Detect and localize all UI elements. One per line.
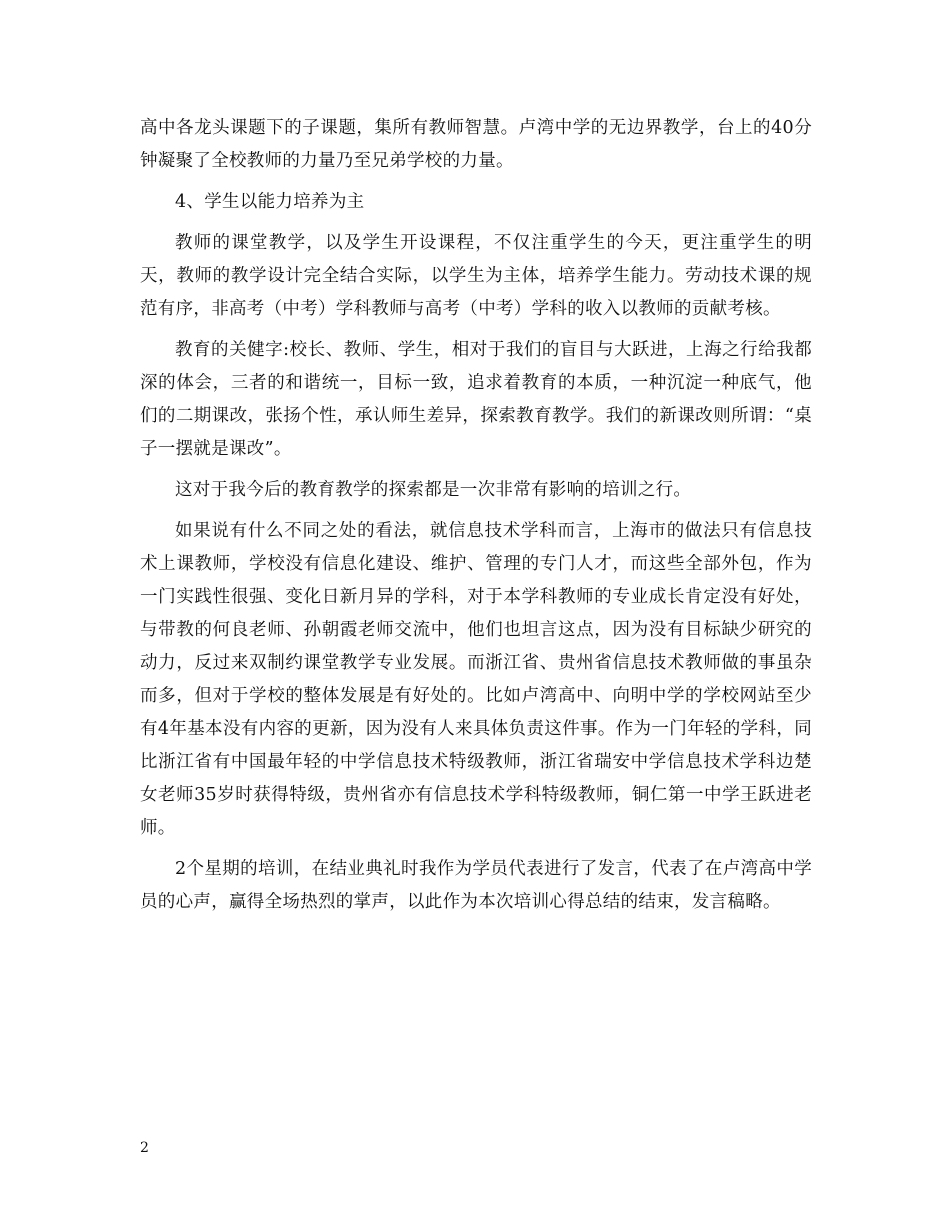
page-number: 2 (140, 1140, 149, 1156)
paragraph-training-impact: 这对于我今后的教育教学的探索都是一次非常有影响的培训之行。 (175, 480, 692, 500)
paragraph-classroom-teaching: 教师的课堂教学，以及学生开设课程，不仅注重学生的今天，更注重学生的明天，教师的教学设计完全结合实际，以学生为主体，培养学生能力。劳动技术课的规范有序，非高考（中考）学科教师与高考（中考）学科的收入以教师的贡献考核。 (140, 233, 812, 319)
paragraph-continuation: 高中各龙头课题下的子课题，集所有教师智慧。卢湾中学的无边界教学，台上的40分钟凝聚了全校教师的力量乃至兄弟学校的力量。 (140, 118, 812, 171)
paragraph-conclusion: 2个星期的培训，在结业典礼时我作为学员代表进行了发言，代表了在卢湾高中学员的心声，赢得全场热烈的掌声，以此作为本次培训心得总结的结束，发言稿略。 (140, 859, 812, 912)
paragraph-it-discipline: 如果说有什么不同之处的看法，就信息技术学科而言，上海市的做法只有信息技术上课教师，学校没有信息化建设、维护、管理的专门人才，而这些全部外包，作为一门实践性很强、变化日新月异的学科，对于本学科教师的专业成长肯定没有好处，与带教的何良老师、孙朝霞老师交流中，他们也坦言这点，因为没有目标缺少研究的动力，反过来双制约课堂教学专业发展。而浙江省、贵州省信息技术教师做的事虽杂而多，但对于学校的整体发展是有好处的。比如卢湾高中、向明中学的学校网站至少有4年基本没有内容的更新，因为没有人来具体负责这件事。作为一门年轻的学科，同比浙江省有中国最年轻的中学信息技术特级教师，浙江省瑞安中学信息技术学科边楚女老师35岁时获得特级，贵州省亦有信息技术学科特级教师，铜仁第一中学王跃进老师。 (140, 521, 812, 838)
body-text (140, 112, 812, 927)
paragraph-education-keywords: 教育的关健字:校长、教师、学生，相对于我们的盲目与大跃进，上海之行给我都深的体会，三者的和谐统一，目标一致，追求着教育的本质，一种沉淀一种底气，他们的二期课改，张扬个性，承认师生差异，探索教育教学。我们的新课改则所谓：“桌子一摆就是课改”。 (140, 340, 812, 459)
section-heading: 4、学生以能力培养为主 (175, 192, 365, 212)
